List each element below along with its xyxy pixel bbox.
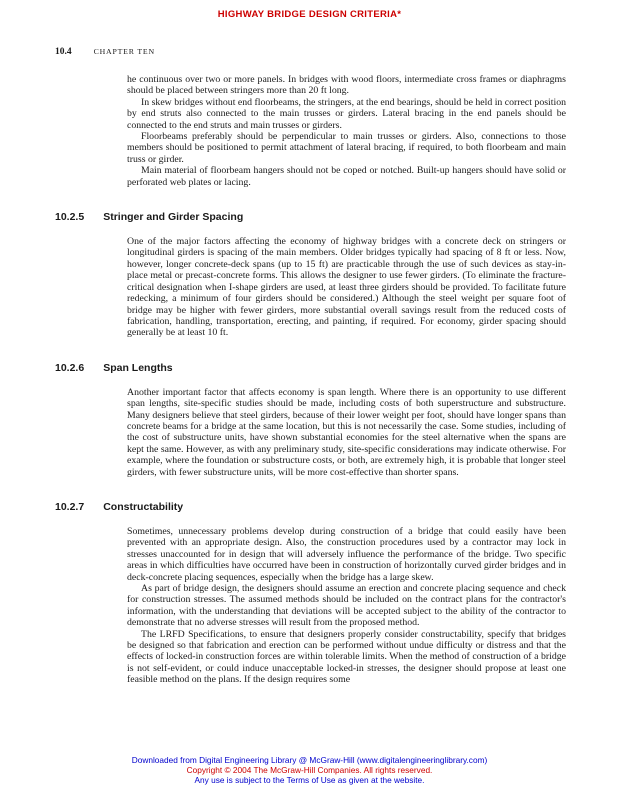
paragraph: In skew bridges without end floorbeams, the stringers, at the end bearings, should be held in correct position by end struts also connected to the main trusses or girders. Lateral bracing in the end panels should be connected to the end struts and main trusses or girders. [127, 96, 566, 131]
section-body [127, 526, 566, 686]
footer-download-line: Downloaded from Digital Engineering Library @ McGraw-Hill (www.digitalengineeringlibrary.com) [131, 755, 488, 765]
section-title: Span Lengths [103, 361, 173, 374]
footer-terms-line: Any use is subject to the Terms of Use as given at the website. [194, 775, 425, 785]
paragraph: One of the major factors affecting the economy of highway bridges with a concrete deck on stringers or longitudinal girders is spacing of the main members. Older bridges typically had spacing of 8 ft or less. Now, however, longer concrete-deck spans (up to 15 ft) are practicable through the use of such devices as stay-in-place metal or precast-concrete forms. This allows the designer to use fewer girders. (To eliminate the fracture-critical designation when I-shape girders are used, at least three girders should be provided. To facilitate future redecking, a minimum of four girders should be considered.) Although the steel weight per square foot of bridge may be higher with fewer girders, more substantial overall savings result from the reduced costs of fabrication, handling, transportation, erecting, and painting, if required. For economy, girder spacing should generally be at least 10 ft. [127, 236, 566, 339]
paragraph: Floorbeams preferably should be perpendicular to main trusses or girders. Also, connections to those members should be positioned to permit attachment of lateral bracing, if required, to both floorbeam and main truss or girder. [127, 131, 566, 165]
section-heading [55, 362, 566, 374]
section-10-2-7 [55, 501, 566, 686]
intro-paragraphs [127, 74, 566, 188]
paragraph: Another important factor that affects economy is span length. Where there is an opportunity to use different span lengths, site-specific studies should be made, including costs of both superstructure and substructure. Many designers believe that steel girders, because of their lower weight per foot, should have longer spans than concrete beams for a bridge at the same location, but this is not necessarily the case. Some studies, including of the cost of substructure units, have shown substantial economies for the steel alternative when the spans are kept the same. However, as with any preliminary study, site-specific considerations may indicate otherwise. For example, where the foundation or substructure costs, or both, are extremely high, it is probable that longer steel girders, with fewer substructure units, will be more cost-effective than shorter spans. [127, 386, 566, 478]
paragraph: The LRFD Specifications, to ensure that designers properly consider constructability, specify that bridges be designed so that fabrication and erection can be performed without undue difficulty or distress and that the effects of locked-in construction forces are within tolerable limits. When the method of construction of a bridge is not self-evident, or could induce unacceptable locked-in stresses, the designer should propose at least one feasible method on the plans. If the design requires some [127, 628, 566, 686]
section-number: 10.2.5 [55, 211, 85, 224]
section-10-2-5 [55, 211, 566, 339]
section-title: Constructability [103, 500, 184, 513]
section-title: Stringer and Girder Spacing [103, 211, 244, 224]
paragraph: As part of bridge design, the designers should assume an erection and concrete placing sequence and check for construction stresses. The assumed methods should be included on the contract plans for the contractor's information, with the understanding that deviations will be accepted subject to the ability of the contractor to demonstrate that no adverse stresses will result from the proposed method. [127, 583, 566, 629]
page-content [55, 74, 566, 686]
section-heading [55, 501, 566, 513]
paragraph: Sometimes, unnecessary problems develop during construction of a bridge that could easily have been prevented with an appropriate design. Also, the construction procedures used by a contractor may lock in stresses unaccounted for in design that will adversely influence the performance of the bridge. Two specific areas in which difficulties have occurred have been in construction of horizontally curved girder bridges and in deck-concrete placing sequences, especially when the bridge has a large skew. [127, 525, 566, 583]
page-footer [0, 755, 619, 785]
page-number: 10.4 [55, 47, 72, 57]
footer-copyright-line: Copyright © 2004 The McGraw-Hill Companies. All rights reserved. [186, 765, 433, 775]
section-number: 10.2.6 [55, 361, 85, 374]
page-header-title: HIGHWAY BRIDGE DESIGN CRITERIA* [217, 9, 402, 20]
running-head [55, 47, 619, 57]
section-body [127, 236, 566, 339]
paragraph: he continuous over two or more panels. In bridges with wood floors, intermediate cross frames or diaphragms should be placed between stringers more than 20 ft long. [127, 74, 566, 97]
section-number: 10.2.7 [55, 500, 85, 513]
section-heading [55, 211, 566, 223]
paragraph: Main material of floorbeam hangers should not be coped or notched. Built-up hangers should have solid or perforated web plates or lacing. [127, 165, 566, 188]
section-10-2-6 [55, 362, 566, 478]
chapter-label: CHAPTER TEN [93, 47, 155, 56]
section-body [127, 387, 566, 478]
